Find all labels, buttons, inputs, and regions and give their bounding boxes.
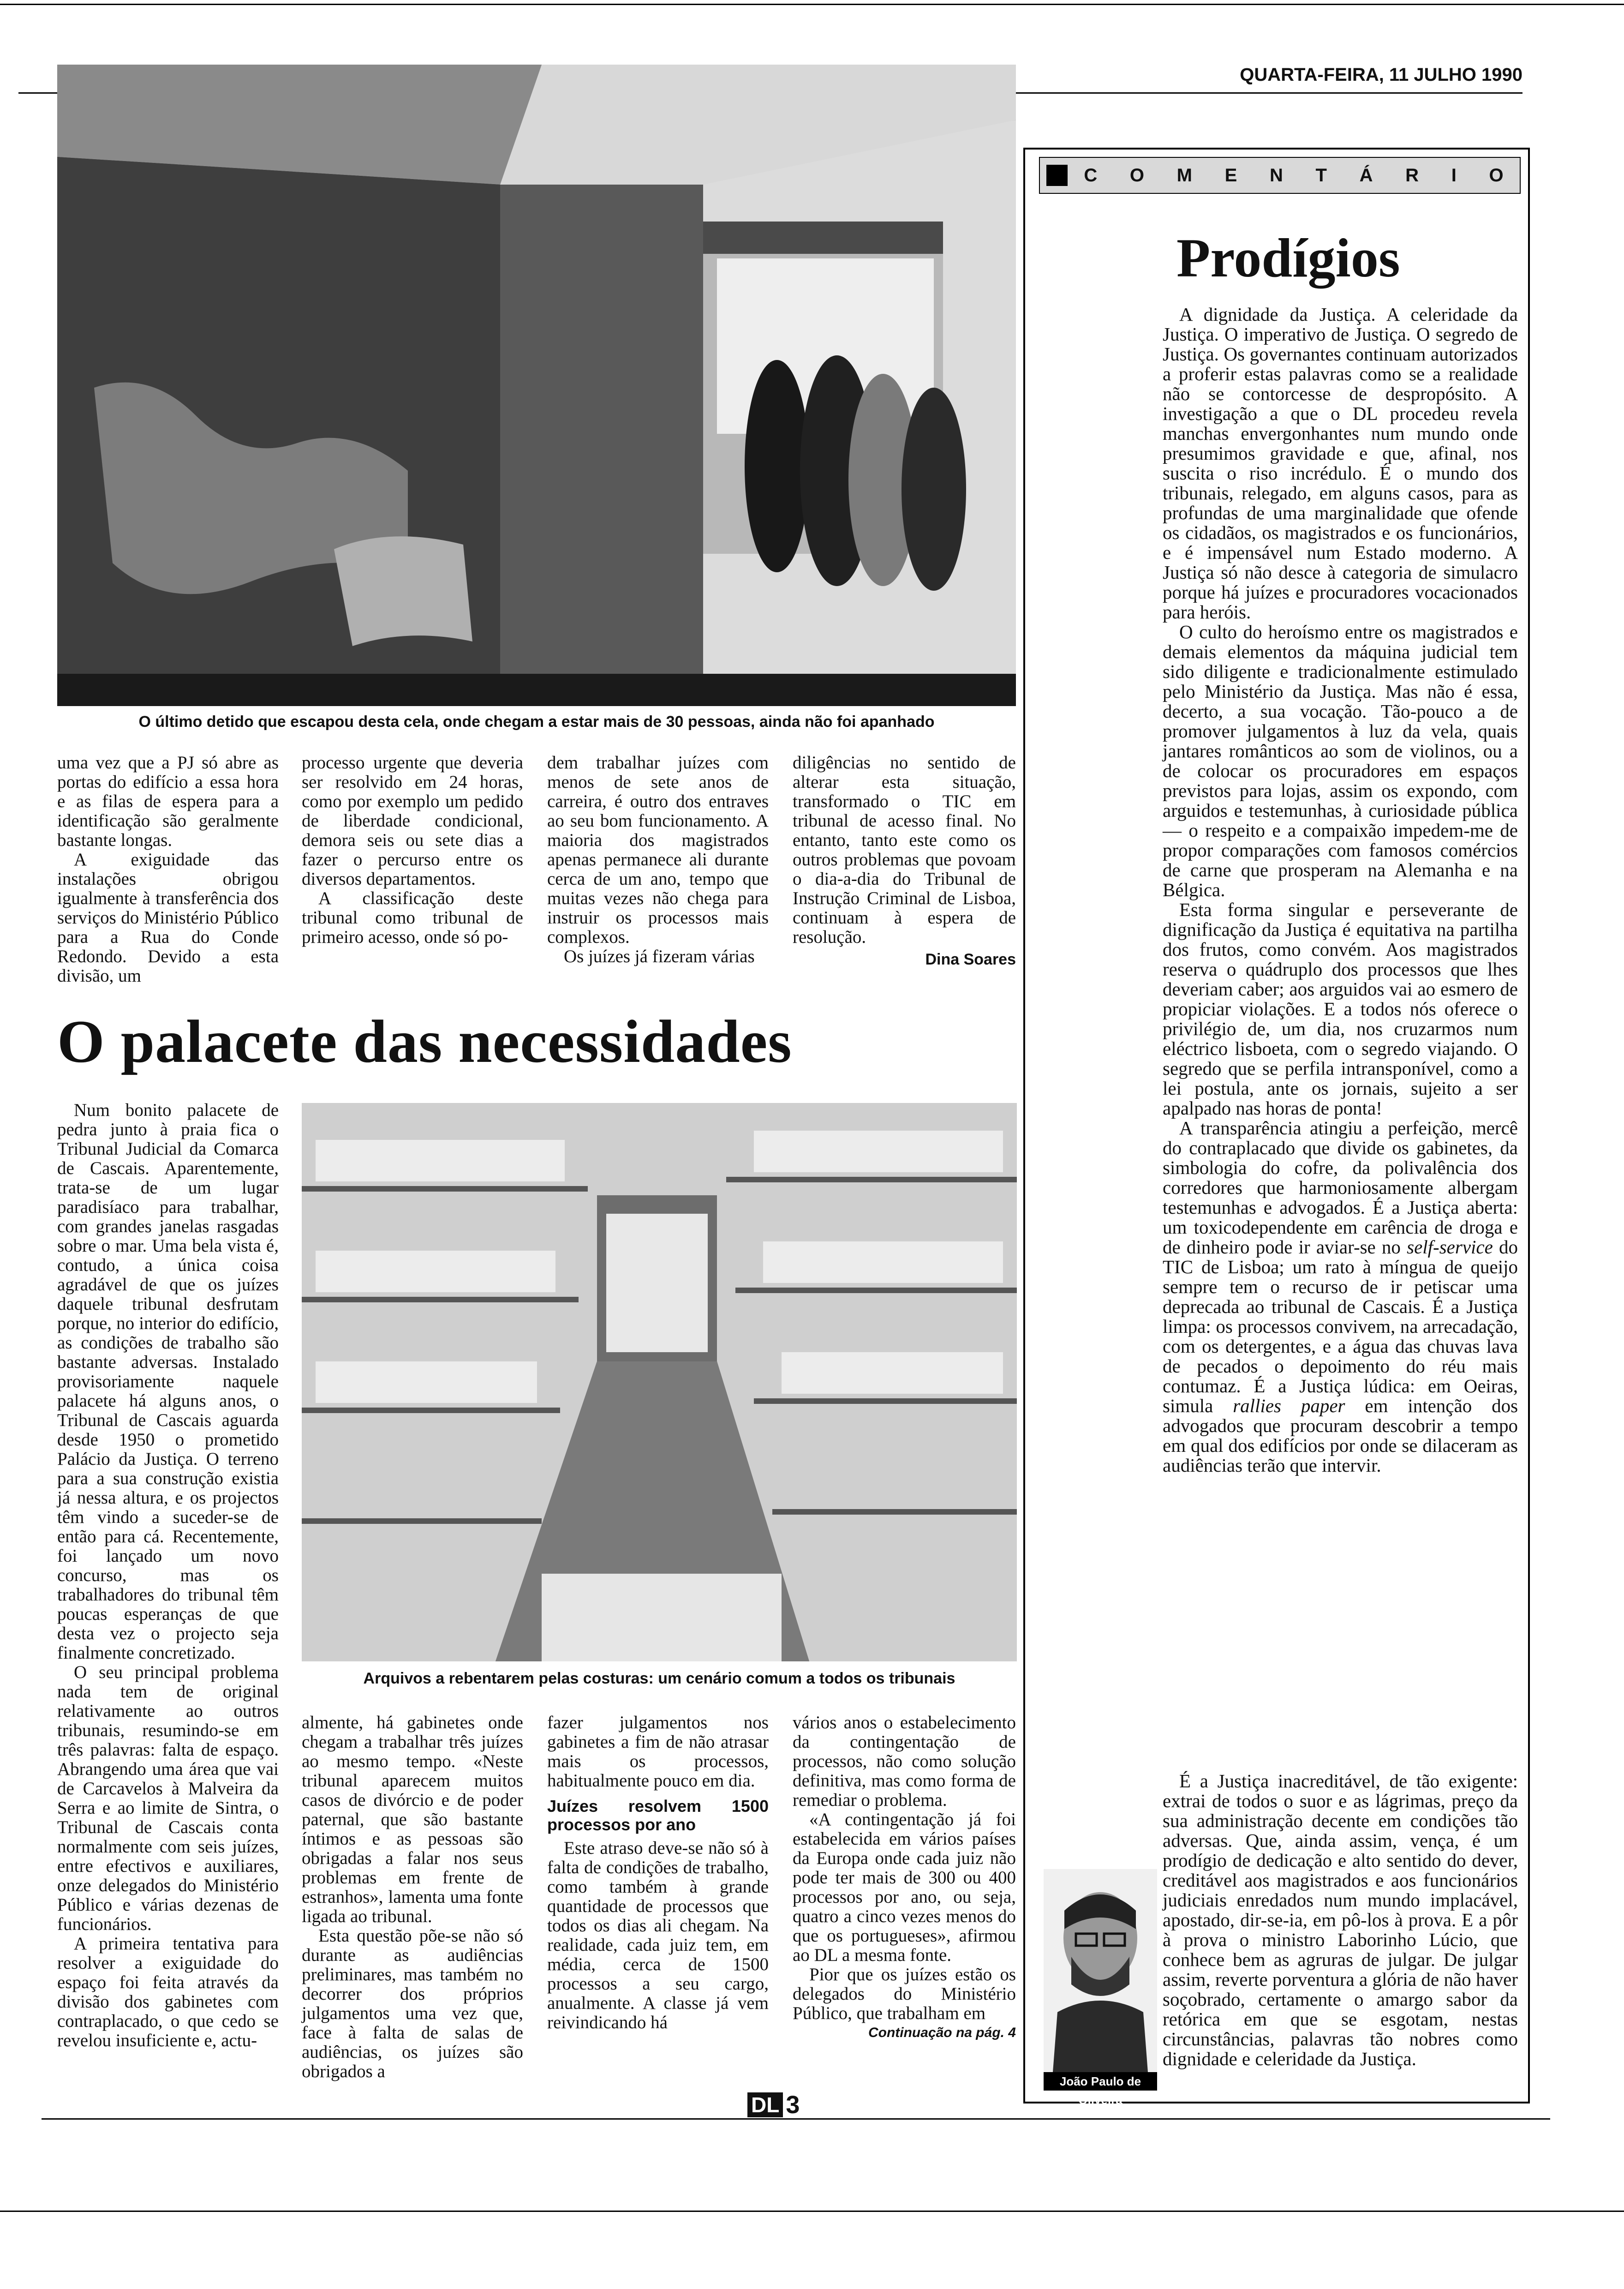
- cell-photo: [57, 65, 1016, 706]
- banner-letter: C: [1084, 165, 1098, 186]
- commentary-text: do TIC de Lisboa; um rato à míngua de queijo sempre tem o recurso de ir petiscar uma deprecada ao tribunal de Cascais. É a Justiça limpa: os processos convivem, na arrecadação, com os detergentes, e a água das chuvas lava de pecados o depoimento do réu mais contumaz. É a Justiça lúdica: em Oeiras, simula: [1163, 1236, 1518, 1416]
- folio: [747, 2091, 800, 2119]
- article1-paragraph: A classificação deste tribunal como tribunal de primeiro acesso, onde só po-: [302, 888, 523, 947]
- banner-letter: M: [1176, 165, 1192, 186]
- article2-paragraph: fazer julgamentos nos gabinetes a fim de não atrasar mais os processos, habitualmente pouco em dia.: [547, 1713, 769, 1791]
- commentary-body: [1163, 305, 1518, 1475]
- dl-logo-icon: DL: [747, 2092, 783, 2117]
- article2-paragraph: almente, há gabinetes onde chegam a trabalhar três juízes ao mesmo tempo. «Neste tribunal aparecem muitos casos de divórcio e de poder paternal, que são bastante íntimos e as pessoas são obrigadas a falar nos seus problemas em frente de estranhos», lamenta uma fonte ligada ao tribunal.: [302, 1713, 523, 1926]
- article2-headline: O palacete das necessidades: [57, 1007, 792, 1075]
- article2-col2: [302, 1713, 523, 2081]
- banner-letter: T: [1315, 165, 1327, 186]
- article2-col4: [793, 1713, 1016, 2043]
- article2-paragraph: O seu principal problema nada tem de original relativamente ao outros tribunais, resumindo-se em três palavras: falta de espaço. Abrangendo uma área que vai de Carcavelos à Malveira da Serra e ao limite de Sintra, o Tribunal de Cascais conta normalmente com seis juízes, entre efectivos e auxiliares, onze delegados do Ministério Público e várias dezenas de funcionários.: [57, 1662, 279, 1934]
- article2-paragraph: Este atraso deve-se não só à falta de condições de trabalho, como também à grande quantidade de processos que todos os dias ali chegam. Na realidade, cada juiz tem, em média, cerca de 1500 processos a seu cargo, anualmente. A classe já vem reivindicando há: [547, 1838, 769, 2032]
- banner-letter: N: [1269, 165, 1283, 186]
- page-date: QUARTA-FEIRA, 11 JULHO 1990: [1240, 65, 1522, 85]
- photo1-caption: O último detido que escapou desta cela, onde chegam a estar mais de 30 pessoas, ainda não foi apanhado: [138, 713, 935, 731]
- banner-letter: Á: [1359, 165, 1373, 186]
- commentary-title: Prodígios: [1176, 227, 1400, 288]
- article2-paragraph: vários anos o estabelecimento da contingentação de processos, não como solução definitiva, mas como forma de remediar o problema.: [793, 1713, 1016, 1810]
- commentary-italic: self-service: [1407, 1236, 1493, 1258]
- article1-col1: [57, 753, 279, 986]
- article2-subhead: Juízes resolvem 1500 processos por ano: [547, 1797, 769, 1834]
- article2-col1: [57, 1101, 279, 2050]
- bottom-rule-2: [0, 2211, 1624, 2212]
- commentary-banner: [1039, 157, 1521, 194]
- banner-letter: R: [1405, 165, 1419, 186]
- commentary-paragraph: O culto do heroísmo entre os magistrados e demais elementos da máquina judicial tem sido diligente e tradicionalmente estimulado pelo Ministério da Justiça. Mas não é essa, decerto, a sua vocação. Tão-pouco a de promover julgamentos à luz da vela, quais jantares românticos ao som de violinos, ou a de colocar os procuradores em espaços previstos para lojas, assim os expondo, com arguidos e testemunhas, à curiosidade pública — o respeito e a compaixão impedem-me de propor comparações com famosos comércios de carne que prosperam na Alemanha e na Bélgica.: [1163, 621, 1518, 900]
- article2-paragraph: Pior que os juízes estão os delegados do Ministério Público, que trabalham em: [793, 1965, 1016, 2023]
- continuation-note: Continuação na pág. 4: [868, 2025, 1016, 2040]
- commentary-paragraph: É a Justiça inacreditável, de tão exigente: extrai de todos o suor e as lágrimas, preço da sua administração decente em condições tão adversas. Que, ainda assim, vença, é um prodígio de dedicação e alto sentido do dever, creditável aos magistrados e aos funcionários judiciais enredados num mundo implacável, apostado, dir-se-ia, em pô-los à prova. E a pôr à prova o ministro Laborinho Lúcio, que conhece bem as agruras de julgar. De julgar assim, reverte porventura a glória de não haver soçobrado, certamente o amargo sabor da retórica em que se esgotam, nestas circunstâncias, palavras tão nobres como dignidade e celeridade da Justiça.: [1163, 1770, 1518, 2069]
- commentary-paragraph: Esta forma singular e perseverante de dignificação da Justiça é equitativa na partilha dos frutos, como convém. Aos magistrados reserva o quádruplo dos processos que lhes deveriam caber; aos arguidos vai ao esmero de propiciar violações. E a todos nós oferece o privilégio de, um dia, nos cruzarmos num eléctrico lisboeta, com o segredo viajando. O segredo que se perfila intransponível, como a lei postula, ante os jornais, sujeito a ser apalpado nas horas de ponta!: [1163, 899, 1518, 1119]
- page-number: 3: [786, 2091, 800, 2119]
- banner-square: [1046, 165, 1068, 186]
- article1-paragraph: dem trabalhar juízes com menos de sete anos de carreira, é outro dos entraves ao seu bom funcionamento. A maioria dos magistrados apenas permanece ali durante cerca de um ano, tempo que muitas vezes não chega para instruir os processos mais complexos.: [547, 753, 769, 947]
- photo2-caption: Arquivos a rebentarem pelas costuras: um cenário comum a todos os tribunais: [363, 1670, 955, 1687]
- article1-col3: [547, 753, 769, 966]
- article2-paragraph: «A contingentação já foi estabelecida em vários países da Europa onde cada juiz não pode ter mais de 300 ou 400 processos por ano, ou seja, quatro a cinco vezes menos do que os portugueses», afirmou ao DL a mesma fonte.: [793, 1810, 1016, 1965]
- article1-col2: [302, 753, 523, 947]
- banner-letters: [1068, 165, 1520, 186]
- author-portrait: [1044, 1869, 1157, 2072]
- banner-letter: E: [1224, 165, 1237, 186]
- article1-paragraph: uma vez que a PJ só abre as portas do edifício a essa hora e as filas de espera para a identificação são geralmente bastante longas.: [57, 753, 279, 850]
- author-name: João Paulo de Oliveira: [1044, 2072, 1157, 2091]
- article1-paragraph: A exiguidade das instalações obrigou igualmente à transferência dos serviços do Ministério Público para a Rua do Conde Redondo. Devido a esta divisão, um: [57, 850, 279, 986]
- article2-paragraph: Num bonito palacete de pedra junto à praia fica o Tribunal Judicial da Comarca de Cascais. Aparentemente, trata-se de um lugar paradisíaco para trabalhar, com grandes janelas rasgadas sobre o mar. Uma bela vista é, contudo, a única coisa agradável de que os juízes daquele tribunal desfrutam porque, no interior do edifício, as condições de trabalho são bastante adversas. Instalado provisoriamente naquele palacete há alguns anos, o Tribunal de Cascais aguarda desde 1950 o prometido Palácio da Justiça. O terreno para a sua construção existia já nessa altura, e os projectos têm vindo a suceder-se de então para cá. Recentemente, foi lançado um novo concurso, mas os trabalhadores do tribunal têm poucas esperanças de que desta vez o projecto seja finalmente concretizado.: [57, 1100, 279, 1663]
- commentary-body-lower: [1163, 1771, 1518, 2069]
- article1-byline: Dina Soares: [925, 951, 1016, 968]
- article1-col4: [793, 753, 1016, 969]
- commentary-text: A transparência atingiu a perfeição, mercê do contraplacado que divide os gabinetes, da simbologia do cofre, da polivalência dos corredores que harmoniosamente albergam testemunhas e advogados. É a Justiça aberta: um toxicodependente em carência de droga e de dinheiro pode ir aviar-se no: [1163, 1117, 1518, 1258]
- commentary-paragraph: A dignidade da Justiça. A celeridade da Justiça. O imperativo de Justiça. O segredo de Justiça. Os governantes continuam autorizados a proferir estas palavras como se a realidade não se contorcesse de despropósito. A investigação a que o DL procedeu revela manchas envergonhantes num mundo onde presumimos gravidade e que, afinal, nos suscita o riso incrédulo. É o mundo dos tribunais, relegado, em alguns casos, para as profundas de uma marginalidade que ofende os cidadãos, os magistrados e os funcionários, e é impensável num Estado moderno. A Justiça só não desce à categoria de simulacro porque há juízes e procuradores vocacionados para heróis.: [1163, 304, 1518, 623]
- article1-paragraph: processo urgente que deveria ser resolvido em 24 horas, como por exemplo um pedido de liberdade condicional, demora seis ou sete dias a fazer o percurso entre os diversos departamentos.: [302, 753, 523, 889]
- article2-col3: [547, 1713, 769, 2032]
- commentary-paragraph: [1163, 1118, 1518, 1475]
- article2-paragraph: A primeira tentativa para resolver a exiguidade do espaço foi feita através da divisão dos gabinetes com contraplacado, o que cedo se revelou insuficiente e, actu-: [57, 1934, 279, 2050]
- banner-letter: O: [1489, 165, 1504, 186]
- banner-letter: I: [1451, 165, 1457, 186]
- top-rule: [0, 4, 1624, 5]
- commentary-italic: rallies paper: [1233, 1395, 1345, 1416]
- article1-paragraph: Os juízes já fizeram várias: [564, 947, 755, 966]
- archive-photo: [302, 1103, 1017, 1661]
- article2-paragraph: Esta questão põe-se não só durante as audiências preliminares, mas também no decorrer dos próprios julgamentos uma vez que, face à falta de salas de audiências, os juízes são obrigados a: [302, 1926, 523, 2081]
- commentary-text: em intenção dos advogados que procuram descobrir a tempo em qual dos edifícios por onde se dilaceram as audiências terão que intervir.: [1163, 1395, 1518, 1476]
- article1-paragraph: diligências no sentido de alterar esta situação, transformado o TIC em tribunal de acesso final. No entanto, tanto este como os outros problemas que povoam o dia-a-dia do Tribunal de Instrução Criminal de Lisboa, continuam à espera de resolução.: [793, 753, 1016, 947]
- banner-letter: O: [1129, 165, 1144, 186]
